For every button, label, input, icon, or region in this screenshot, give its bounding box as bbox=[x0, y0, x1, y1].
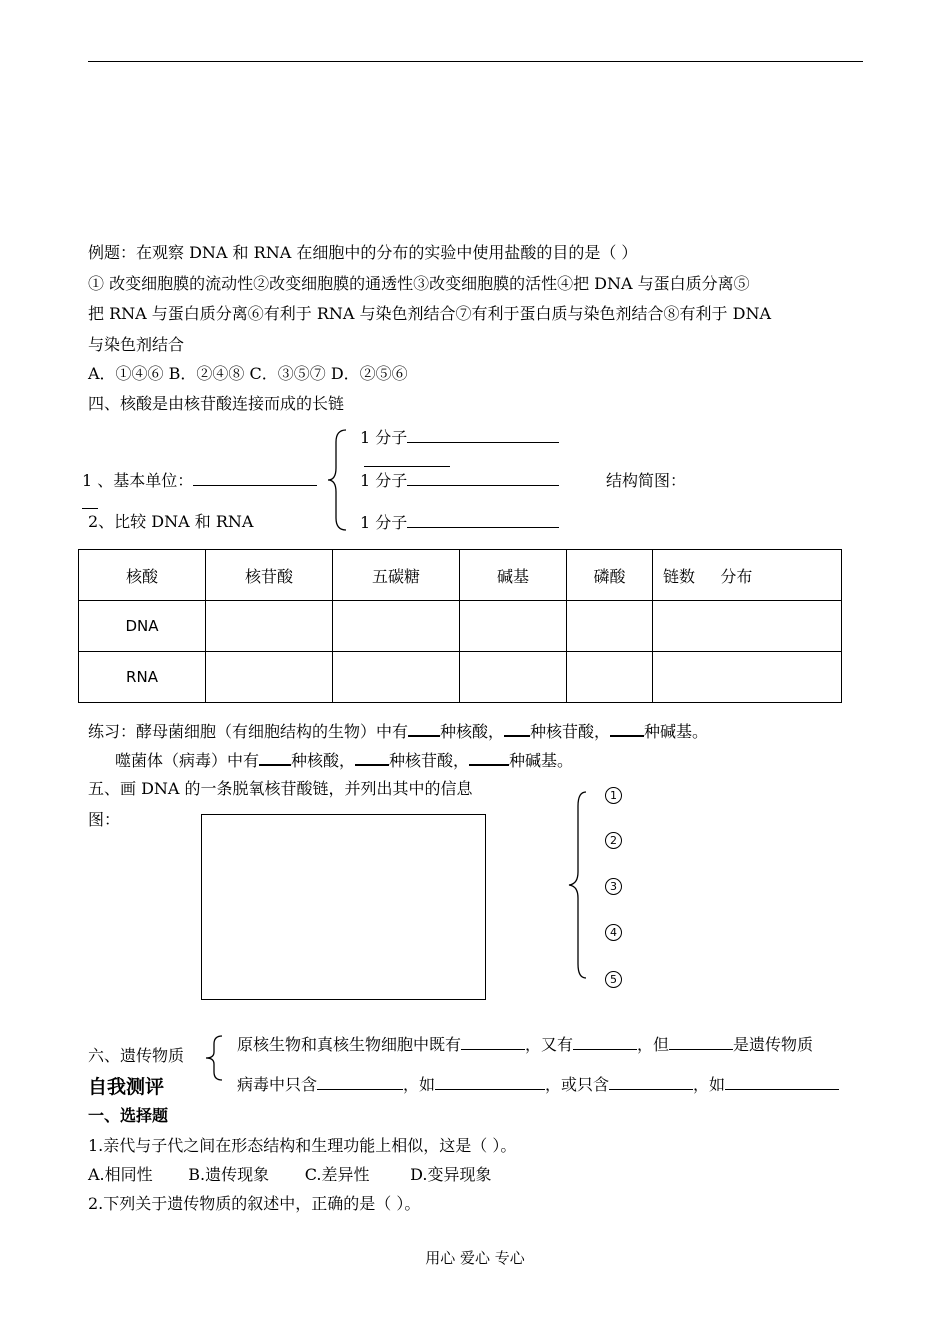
table-cell bbox=[206, 601, 333, 652]
exercise-text: 种碱基。 bbox=[644, 722, 709, 741]
circled-number-icon: 3 bbox=[605, 878, 622, 895]
table-cell bbox=[653, 601, 842, 652]
table-cell bbox=[653, 652, 842, 703]
compare-label: 2、比较 DNA 和 RNA bbox=[88, 512, 254, 531]
molecule-label: 1 分子 bbox=[360, 513, 408, 532]
row-name: RNA bbox=[79, 652, 206, 703]
molecule-line-3 bbox=[360, 513, 559, 533]
left-brace-icon bbox=[326, 428, 350, 532]
blank bbox=[193, 471, 317, 486]
table-cell bbox=[206, 652, 333, 703]
blank bbox=[669, 1035, 733, 1050]
table-header: 磷酸 bbox=[567, 550, 653, 601]
circled-number-icon: 2 bbox=[605, 832, 622, 849]
molecule-line-2 bbox=[360, 471, 559, 491]
blank bbox=[469, 750, 509, 766]
blank bbox=[408, 721, 440, 737]
self-test-title: 自我测评 bbox=[88, 1076, 165, 1098]
section6-line-1 bbox=[237, 1035, 813, 1055]
table-cell bbox=[460, 601, 567, 652]
section6-text: ，又有 bbox=[525, 1035, 574, 1054]
molecule-label: 1 分子 bbox=[360, 428, 408, 447]
section6-line-2 bbox=[237, 1075, 839, 1095]
exercise-text: 种核酸， bbox=[440, 722, 505, 741]
table-header: 五碳糖 bbox=[333, 550, 460, 601]
table-cell bbox=[333, 601, 460, 652]
table-row bbox=[79, 652, 842, 703]
blank bbox=[407, 428, 559, 443]
left-brace-icon bbox=[566, 790, 590, 980]
table-row bbox=[79, 601, 842, 652]
section6-text: ，但 bbox=[637, 1035, 670, 1054]
blank bbox=[407, 513, 559, 528]
table-cell bbox=[567, 652, 653, 703]
example-line-2: ① 改变细胞膜的流动性②改变细胞膜的通透性③改变细胞膜的活性④把 DNA 与蛋白质分离⑤ bbox=[88, 274, 750, 293]
question-2: 2.下列关于遗传物质的叙述中，正确的是（ ）。 bbox=[88, 1194, 421, 1213]
section6-label: 六、遗传物质 bbox=[88, 1046, 185, 1065]
example-question: 例题：在观察 DNA 和 RNA 在细胞中的分布的实验中使用盐酸的目的是（ ） bbox=[88, 243, 638, 262]
comparison-table bbox=[78, 549, 842, 703]
example-line-4: 与染色剂结合 bbox=[88, 335, 185, 354]
table-header: 链数 分布 bbox=[653, 550, 842, 601]
section6-text: 是遗传物质 bbox=[733, 1035, 814, 1054]
circled-number-icon: 1 bbox=[605, 787, 622, 804]
exercise-text: 种核苷酸， bbox=[389, 751, 470, 770]
circled-number-icon: 4 bbox=[605, 924, 622, 941]
section6-text: ，或只含 bbox=[545, 1075, 610, 1094]
exercise-line-2 bbox=[115, 750, 573, 771]
short-dash bbox=[82, 508, 98, 509]
example-options: A．①④⑥ B．②④⑧ C．③⑤⑦ D．②⑤⑥ bbox=[88, 364, 408, 383]
self-test-subtitle: 一、选择题 bbox=[88, 1106, 169, 1125]
table-header: 核苷酸 bbox=[206, 550, 333, 601]
blank bbox=[609, 1075, 693, 1090]
table-header-row bbox=[79, 550, 842, 601]
blank bbox=[317, 1075, 403, 1090]
structure-label: 结构简图： bbox=[606, 471, 687, 490]
example-line-3: 把 RNA 与蛋白质分离⑥有利于 RNA 与染色剂结合⑦有利于蛋白质与染色剂结合⑧有利于 DNA bbox=[88, 304, 772, 323]
section6-text: 病毒中只含 bbox=[237, 1075, 318, 1094]
blank bbox=[725, 1075, 839, 1090]
table-cell bbox=[333, 652, 460, 703]
section4-title: 四、核酸是由核苷酸连接而成的长链 bbox=[88, 394, 345, 413]
question-1: 1.亲代与子代之间在形态结构和生理功能上相似，这是（ ）。 bbox=[88, 1136, 517, 1155]
basic-unit-line bbox=[82, 471, 317, 491]
exercise-text: 种核苷酸， bbox=[530, 722, 611, 741]
table-header: 碱基 bbox=[460, 550, 567, 601]
figure-label: 图： bbox=[88, 810, 121, 829]
short-underline bbox=[364, 466, 450, 467]
section6-text: ，如 bbox=[693, 1075, 726, 1094]
header-rule bbox=[88, 61, 863, 62]
blank bbox=[461, 1035, 525, 1050]
circled-number-icon: 5 bbox=[605, 971, 622, 988]
blank bbox=[259, 750, 291, 766]
exercise-line-1 bbox=[88, 721, 708, 742]
blank bbox=[355, 750, 389, 766]
table-cell bbox=[460, 652, 567, 703]
section5-title: 五、画 DNA 的一条脱氧核苷酸链，并列出其中的信息 bbox=[88, 779, 473, 798]
exercise-text: 噬菌体（病毒）中有 bbox=[115, 751, 260, 770]
blank bbox=[573, 1035, 637, 1050]
table-cell bbox=[567, 601, 653, 652]
section6-text: ，如 bbox=[403, 1075, 436, 1094]
blank bbox=[407, 471, 559, 486]
left-brace-icon bbox=[202, 1034, 226, 1082]
drawing-box bbox=[201, 814, 486, 1000]
section6-text: 原核生物和真核生物细胞中既有 bbox=[237, 1035, 462, 1054]
blank bbox=[610, 721, 644, 737]
blank bbox=[435, 1075, 545, 1090]
molecule-label: 1 分子 bbox=[360, 471, 408, 490]
molecule-line-1 bbox=[360, 428, 559, 448]
exercise-text: 练习：酵母菌细胞（有细胞结构的生物）中有 bbox=[88, 722, 409, 741]
page-footer: 用心 爱心 专心 bbox=[425, 1249, 525, 1267]
table-header: 核酸 bbox=[79, 550, 206, 601]
question-1-options: A.相同性 B.遗传现象 C.差异性 D.变异现象 bbox=[88, 1165, 492, 1184]
basic-unit-label: 1 、基本单位： bbox=[82, 471, 194, 490]
row-name: DNA bbox=[79, 601, 206, 652]
blank bbox=[504, 721, 530, 737]
exercise-text: 种核酸， bbox=[291, 751, 356, 770]
exercise-text: 种碱基。 bbox=[509, 751, 574, 770]
